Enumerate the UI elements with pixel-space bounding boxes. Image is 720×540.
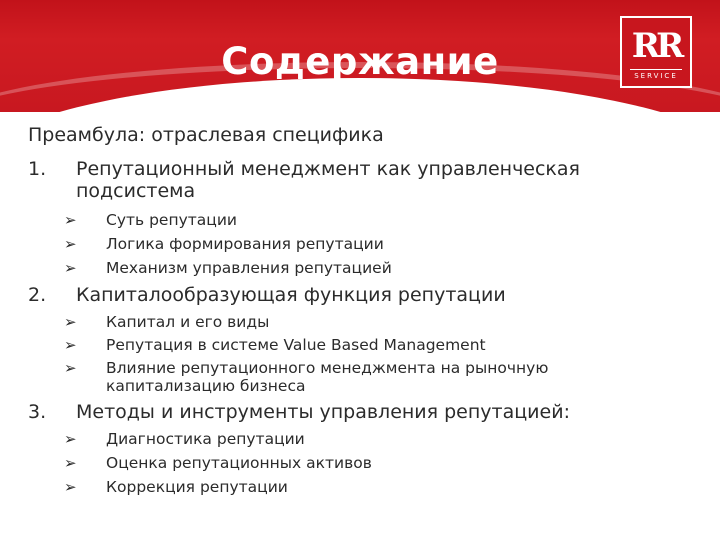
bullet-arrow-icon: ➢ [64,313,77,331]
logo-mark: RR [631,26,681,66]
section-3-item-1: Диагностика репутации [106,430,305,448]
slide-title: Содержание [221,40,499,83]
bullet-arrow-icon: ➢ [64,478,77,496]
section-1-item-1: Суть репутации [106,211,237,229]
bullet-arrow-icon: ➢ [64,259,77,277]
section-3-number: 3. [28,401,47,423]
bullet-arrow-icon: ➢ [64,235,77,253]
logo-subtitle: SERVICE [634,72,678,80]
bullet-arrow-icon: ➢ [64,454,77,472]
section-1-number: 1. [28,158,47,180]
bullet-arrow-icon: ➢ [64,336,77,354]
section-3-item-2: Оценка репутационных активов [106,454,372,472]
section-1-title-line-1: Репутационный менеджмент как управленческая [76,158,580,180]
section-2-item-2: Репутация в системе Value Based Management [106,336,486,354]
section-2-title: Капиталообразующая функция репутации [76,284,506,306]
bullet-arrow-icon: ➢ [64,359,77,377]
section-1-title-line-2: подсистема [76,180,196,202]
bullet-arrow-icon: ➢ [64,430,77,448]
section-2-item-3-line-1: Влияние репутационного менеджмента на рыночную [106,359,549,377]
bullet-arrow-icon: ➢ [64,211,77,229]
section-1-item-2: Логика формирования репутации [106,235,384,253]
section-2-item-1: Капитал и его виды [106,313,270,331]
section-3-item-3: Коррекция репутации [106,478,288,496]
section-1-item-3: Механизм управления репутацией [106,259,392,277]
section-3-title: Методы и инструменты управления репутацией: [76,401,570,423]
section-2-item-3-line-2: капитализацию бизнеса [106,377,306,395]
section-2-number: 2. [28,284,47,306]
preamble-line: Преамбула: отраслевая специфика [28,124,384,146]
